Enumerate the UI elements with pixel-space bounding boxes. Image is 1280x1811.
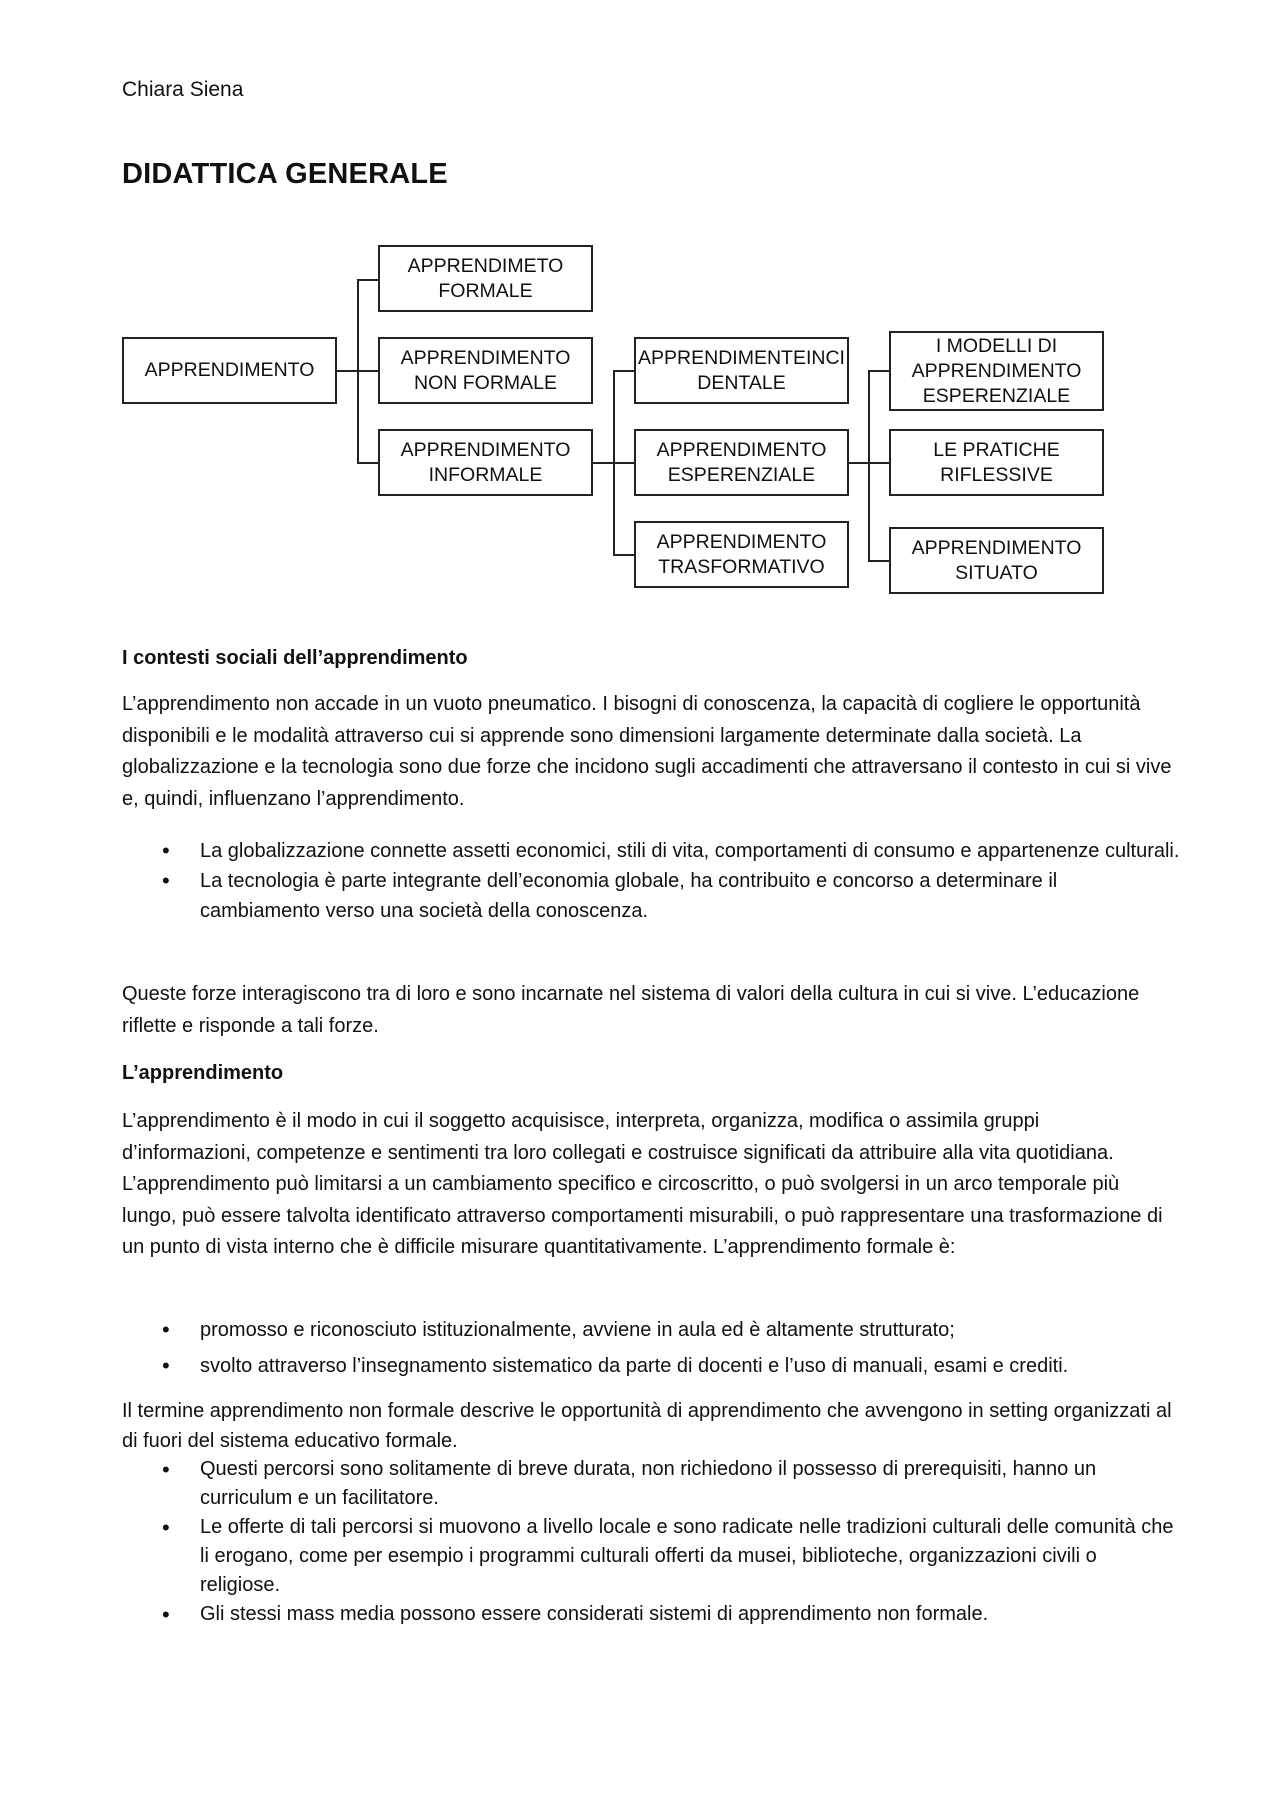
connector-line — [868, 462, 890, 464]
section-heading-apprendimento: L’apprendimento — [122, 1062, 284, 1084]
box-label: LE PRATICHE RIFLESSIVE — [933, 438, 1060, 486]
concept-map — [0, 0, 1280, 620]
box-label: APPRENDIMENTO ESPERENZIALE — [656, 438, 827, 486]
author-name: Chiara Siena — [122, 78, 244, 101]
connector-line — [847, 462, 869, 464]
paragraph-contesti: L’apprendimento non accade in un vuoto pneumatico. I bisogni di conoscenza, la capacità di cogliere le opportunità disponibili e le modalità attraverso cui si apprende sono dimensioni largamente determinate dalla società. La globalizzazione e la tecnologia sono due forze che incidono sugli accadimenti che attraversano il contesto in cui si vive e, quindi, influenzano l’apprendimento. — [122, 693, 1172, 810]
connector-line — [868, 370, 890, 372]
box-label: APPRENDIMENTO INFORMALE — [400, 438, 571, 486]
list-item: • La tecnologia è parte integrante dell’economia globale, ha contribuito e concorso a determinare il cambiamento verso una società della conoscenza. — [122, 866, 1182, 926]
paragraph-apprendimento: L’apprendimento è il modo in cui il soggetto acquisisce, interpreta, organizza, modifica o assimila gruppi d’informazioni, competenze e sentimenti tra loro collegati e costruisce significati da attribuire alla vita quotidiana. L’apprendimento può limitarsi a un cambiamento specifico e circoscritto, o può svolgersi in un arco temporale più lungo, può essere talvolta identificato attraverso comportamenti misurabili, o può rappresentare una trasformazione di un punto di vista interno che è difficile misurare quantitativamente. L’apprendimento formale è: — [122, 1110, 1163, 1258]
box-label: APPRENDIMENTO NON FORMALE — [400, 346, 571, 394]
section-heading-contesti: I contesti sociali dell’apprendimento — [122, 647, 468, 669]
box-modelli-esperenziale — [889, 331, 1104, 411]
connector-line — [357, 370, 379, 372]
box-label: APPRENDIMENTO TRASFORMATIVO — [656, 530, 827, 578]
list-item: • svolto attraverso l’insegnamento sistematico da parte di docenti e l’uso di manuali, esami e crediti. — [122, 1348, 1182, 1384]
paragraph-non-formale: Il termine apprendimento non formale descrive le opportunità di apprendimento che avvengono in setting organizzati al di fuori del sistema educativo formale. — [122, 1400, 1172, 1452]
box-label: APPRENDIMENTEINCI DENTALE — [638, 346, 845, 394]
list-item: • Gli stessi mass media possono essere considerati sistemi di apprendimento non formale. — [122, 1600, 1182, 1629]
box-label: I MODELLI DI APPRENDIMENTO ESPERENZIALE — [911, 334, 1082, 407]
box-label: APPRENDIMETO FORMALE — [407, 254, 564, 302]
box-apprendimento-situato — [889, 527, 1104, 594]
list-item: • Le offerte di tali percorsi si muovono a livello locale e sono radicate nelle tradizioni culturali delle comunità che li erogano, come per esempio i programmi culturali offerti da musei, biblioteche, organizzazioni civili o religiose. — [122, 1513, 1182, 1600]
box-apprendimento-non-formale — [378, 337, 593, 404]
box-apprendimento-informale — [378, 429, 593, 496]
bullet-list-non-formale — [122, 1455, 1182, 1629]
box-apprendimento-incidentale — [634, 337, 849, 404]
box-pratiche-riflessive — [889, 429, 1104, 496]
box-apprendimento-esperenziale — [634, 429, 849, 496]
connector-line — [357, 462, 379, 464]
connector-line — [357, 279, 379, 281]
connector-line — [868, 370, 870, 562]
box-apprendimento-formale — [378, 245, 593, 312]
connector-line — [336, 370, 358, 372]
paragraph-forze: Queste forze interagiscono tra di loro e sono incarnate nel sistema di valori della cultura in cui si vive. L’educazione riflette e risponde a tali forze. — [122, 983, 1140, 1037]
box-label: APPRENDIMENTO — [144, 359, 315, 381]
connector-line — [613, 554, 635, 556]
list-item: • Questi percorsi sono solitamente di breve durata, non richiedono il possesso di prerequisiti, hanno un curriculum e un facilitatore. — [122, 1455, 1182, 1513]
bullet-list-formale — [122, 1312, 1182, 1384]
box-apprendimento-trasformativo — [634, 521, 849, 588]
box-label: APPRENDIMENTO SITUATO — [911, 536, 1082, 584]
bullet-list-forze — [122, 836, 1182, 926]
connector-line — [868, 560, 890, 562]
list-item: • La globalizzazione connette assetti economici, stili di vita, comportamenti di consumo e appartenenze culturali. — [122, 836, 1182, 866]
box-apprendimento-root — [122, 337, 337, 404]
connector-line — [592, 462, 614, 464]
connector-line — [613, 462, 635, 464]
list-item: • promosso e riconosciuto istituzionalmente, avviene in aula ed è altamente strutturato; — [122, 1312, 1182, 1348]
page-title: DIDATTICA GENERALE — [122, 158, 448, 190]
connector-line — [613, 370, 635, 372]
